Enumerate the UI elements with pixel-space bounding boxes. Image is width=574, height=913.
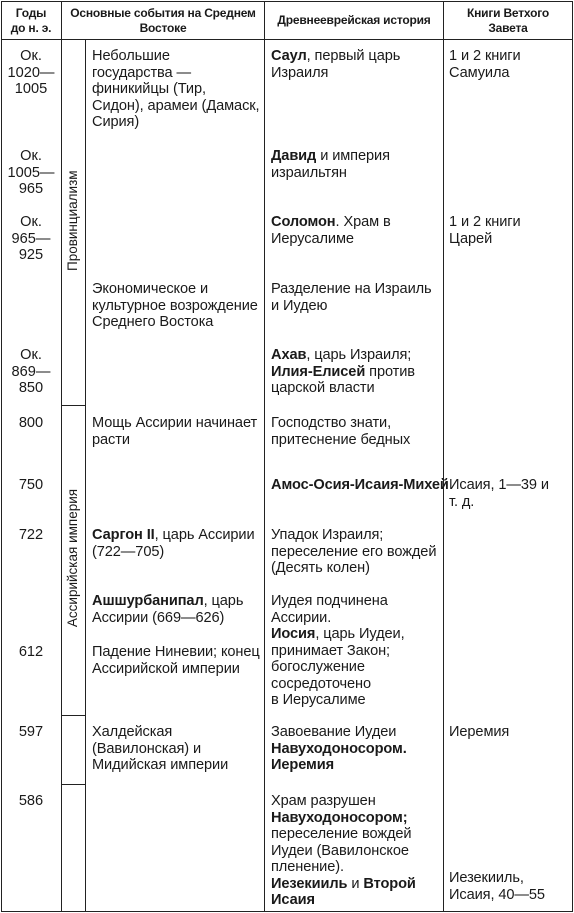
event-revival: Экономическое и культурное возрождение Среднего Востока xyxy=(92,281,258,330)
event-fall-of-nineveh: Падение Ниневии; конец Ассирийской империи xyxy=(92,644,260,677)
header-history: Древнееврейская история xyxy=(277,13,431,27)
column-divider-history xyxy=(443,1,444,912)
table-border-top xyxy=(1,1,573,2)
history-prophets xyxy=(271,477,449,494)
event-ashurbanipal-title: , царь xyxy=(203,593,244,609)
history-nebuchadnezzar-2: Навуходоносором; xyxy=(271,809,408,826)
history-nobility: Господство знати, притеснение бедных xyxy=(271,415,411,448)
history-judea-text: Иудея подчинена Ассирии. xyxy=(271,593,388,626)
history-and: и xyxy=(347,875,364,892)
history-josiah-name: Иосия xyxy=(271,626,316,642)
year-cell: Ок. 1020— 1005 xyxy=(7,48,55,97)
table-border-left xyxy=(1,1,2,912)
period-column-divider xyxy=(85,39,86,912)
event-ashurbanipal xyxy=(92,593,243,626)
event-sargon xyxy=(92,527,255,560)
history-solomon-name: Соломон xyxy=(271,214,336,230)
history-israel-decline: Упадок Израиля; переселение его вождей (Десять колен) xyxy=(271,527,437,576)
history-ahab-text: , царь Израиля; xyxy=(306,347,412,363)
table-border-right xyxy=(572,1,573,912)
period-label-assyrian-empire: Ассирийская империя xyxy=(65,488,80,628)
history-babylonian-captivity: переселение вождей Иудеи (Вавилонское пленение). xyxy=(271,826,412,875)
header-years: Годы до н. э. xyxy=(10,6,52,35)
history-conquest xyxy=(271,724,407,774)
history-saul-name: Саул xyxy=(271,48,307,64)
year-cell: 800 xyxy=(18,415,44,431)
history-temple-text: Храм разрушен xyxy=(271,793,376,809)
period-separator-3 xyxy=(61,784,85,785)
column-divider-events xyxy=(264,1,265,912)
history-saul xyxy=(271,48,400,81)
year-cell: Ок. 869— 850 xyxy=(11,347,51,396)
history-ezekiel: Иезекииль xyxy=(271,875,348,892)
history-elijah-name: Илия-Елисей xyxy=(271,363,366,380)
year-cell: 750 xyxy=(18,477,44,493)
history-conquest-text: Завоевание Иудеи xyxy=(271,724,397,740)
year-cell: Ок. 1005— 965 xyxy=(7,148,55,197)
event-sargon-title: , царь Ассирии xyxy=(154,527,255,543)
period-separator-1 xyxy=(61,405,85,406)
event-assyria-rise: Мощь Ассирии начинает расти xyxy=(92,415,258,448)
history-ahab-name: Ахав xyxy=(271,347,307,363)
year-cell: 597 xyxy=(18,724,44,740)
history-second-isaiah: Второй Исаия xyxy=(271,875,416,908)
history-nebuchadnezzar: Навуходоносором. xyxy=(271,740,407,757)
history-saul-text: , первый царь Израиля xyxy=(271,48,401,81)
event-small-states: Небольшие государства — финикийцы (Тир, Сидон), арамеи (Дамаск, Сирия) xyxy=(92,48,260,130)
header-events: Основные события на Среднем Востоке xyxy=(70,6,256,35)
event-ashurbanipal-dates: Ассирии (669—626) xyxy=(92,609,225,626)
history-david xyxy=(271,148,390,181)
history-david-name: Давид xyxy=(271,148,317,164)
event-sargon-dates: (722—705) xyxy=(92,543,165,560)
history-josiah-text: , царь Иудеи, принимает Закон; богослужение сосредоточено в Иерусалиме xyxy=(271,626,405,708)
year-cell: Ок. 965— 925 xyxy=(11,214,51,263)
period-separator-2 xyxy=(61,715,85,716)
history-judea-subjugated xyxy=(271,593,405,709)
history-elijah-text: против царской власти xyxy=(271,363,415,396)
event-chaldean-median: Халдейская (Вавилонская) и Мидийская империи xyxy=(92,724,229,773)
table-border-bottom xyxy=(1,911,573,912)
book-samuel: 1 и 2 книги Самуила xyxy=(449,48,521,81)
event-sargon-name: Саргон II xyxy=(92,527,155,543)
history-david-text: и империя израильтян xyxy=(271,148,390,181)
history-temple-destroyed xyxy=(271,793,416,909)
book-kings: 1 и 2 книги Царей xyxy=(449,214,521,247)
header-books: Книги Ветхого Завета xyxy=(467,6,549,35)
year-cell: 586 xyxy=(18,793,44,809)
history-solomon xyxy=(271,214,391,247)
history-division: Разделение на Израиль и Иудею xyxy=(271,281,432,314)
period-label-provincialism: Провинциализм xyxy=(65,170,80,271)
event-ashurbanipal-name: Ашшурбанипал xyxy=(92,593,204,609)
history-prophets-names: Амос-Осия-Исаия-Михей xyxy=(271,477,449,493)
book-isaiah: Исаия, 1—39 и т. д. xyxy=(449,477,549,510)
year-cell: 722 xyxy=(18,527,44,543)
book-ezekiel-isaiah: Иезекииль, Исаия, 40—55 xyxy=(449,870,545,903)
history-ahab xyxy=(271,347,415,397)
book-jeremiah: Иеремия xyxy=(449,724,510,740)
column-divider-years xyxy=(61,1,62,912)
history-jeremiah: Иеремия xyxy=(271,757,335,773)
year-cell: 612 xyxy=(18,644,44,660)
history-solomon-text: . Храм в Иерусалиме xyxy=(271,214,391,247)
header-separator xyxy=(1,39,573,40)
